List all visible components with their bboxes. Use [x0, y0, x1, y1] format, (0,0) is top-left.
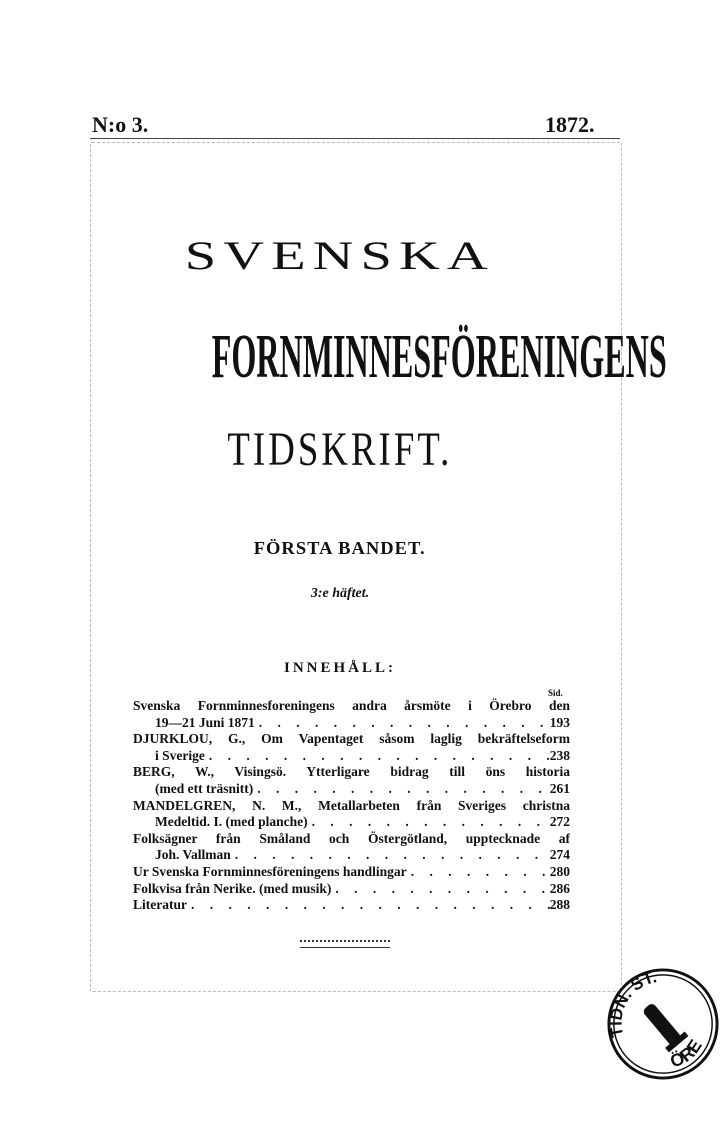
toc-entry-page: 274	[549, 847, 570, 863]
dot-leader	[205, 748, 550, 765]
contents-heading: INNEHÅLL:	[283, 660, 396, 676]
toc-entry-page: 288	[549, 897, 570, 913]
postage-stamp	[604, 965, 722, 1083]
toc-entry-title: DJURKLOU, G., Om Vapentaget såsom laglig bekräftelseform	[133, 731, 570, 747]
toc-entry-title: Svenska Fornminnesforeningens andra årsmöte i Örebro den	[133, 698, 570, 713]
year: 1872.	[545, 112, 595, 137]
issue: 3:e häftet.	[310, 586, 370, 601]
toc-entry-text: Ur Svenska Fornminnesföreningens handlingar	[133, 863, 407, 879]
toc-entry-text: Literatur	[133, 897, 187, 913]
dot-leader	[407, 864, 550, 881]
toc-entry	[133, 897, 570, 914]
title-line-2: FORNMINNESFÖRENINGENS	[211, 323, 667, 391]
dot-leader	[231, 847, 550, 864]
toc-entry-page: 272	[549, 814, 570, 830]
dot-leader	[331, 881, 549, 898]
title-line-3: TIDSKRIFT.	[227, 423, 453, 476]
dot-leader	[187, 897, 550, 914]
dot-leader	[255, 715, 550, 732]
toc-entry	[133, 881, 570, 898]
toc-entry-text: (med ett träsnitt)	[155, 780, 254, 796]
toc-entry-title: MANDELGREN, N. M., Metallarbeten från Sveriges christna	[133, 797, 570, 813]
issue-number: N:o 3.	[92, 112, 149, 137]
toc-entry-text: i Sverige	[155, 747, 205, 763]
toc-entry-text: Medeltid. I. (med planche)	[155, 814, 308, 830]
toc-entry	[133, 798, 570, 831]
toc-entry-page: 280	[549, 863, 570, 879]
dot-leader	[253, 781, 550, 798]
toc-entry-text: Folkvisa från Nerike. (med musik)	[133, 880, 332, 896]
volume: FÖRSTA BANDET.	[254, 538, 426, 558]
toc-entry-text: Joh. Vallman	[155, 847, 231, 863]
page-column-label: Sid.	[548, 688, 563, 698]
toc-entry-page: 193	[549, 714, 570, 730]
toc-entry-text: 19—21 Juni 1871	[155, 714, 255, 730]
header-rule	[90, 138, 620, 139]
ornament-divider	[300, 940, 390, 948]
toc-entry-title: BERG, W., Visingsö. Ytterligare bidrag till öns historia	[133, 764, 570, 780]
toc-entry-page: 286	[549, 880, 570, 896]
toc-entry	[133, 731, 570, 764]
toc-entry	[133, 831, 570, 864]
toc-entry	[133, 864, 570, 881]
svg-text:TIDN. ST.: TIDN. ST.	[606, 967, 659, 1039]
dot-leader	[308, 814, 550, 831]
toc-entry-title: Folksägner från Småland och Östergötland, upptecknade af	[133, 830, 570, 846]
table-of-contents	[133, 698, 570, 914]
title-line-1: SVENSKA	[184, 233, 495, 278]
toc-entry	[133, 698, 570, 731]
svg-text:ÖRE: ÖRE	[667, 1035, 706, 1072]
toc-entry-page: 238	[549, 747, 570, 763]
toc-entry	[133, 764, 570, 797]
toc-entry-page: 261	[549, 780, 570, 796]
